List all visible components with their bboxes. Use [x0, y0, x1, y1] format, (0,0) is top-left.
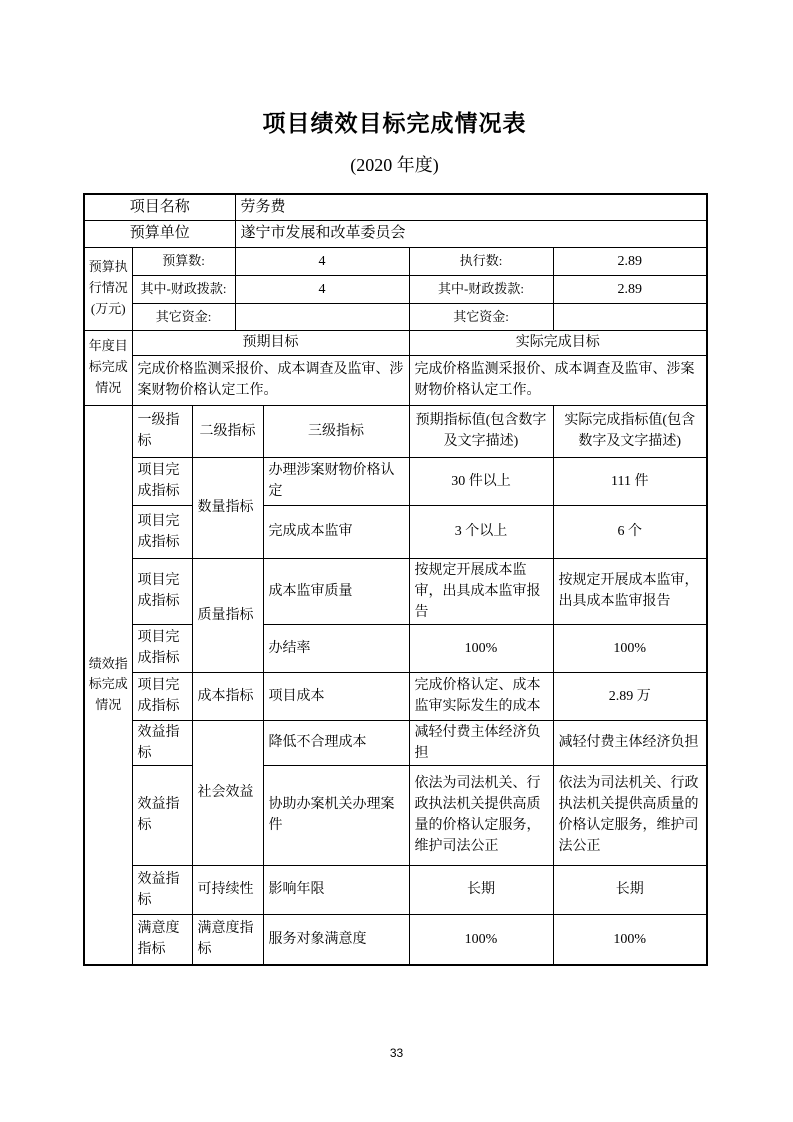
goal-section-header: 年度目标完成情况 — [84, 330, 132, 405]
indicator-level1: 项目完成指标 — [132, 457, 192, 505]
indicator-section-header: 绩效指标完成情况 — [84, 405, 132, 965]
indicator-expected: 100% — [409, 914, 553, 965]
indicator-level1: 效益指标 — [132, 720, 192, 765]
indicator-actual: 按规定开展成本监审，出具成本监审报告 — [553, 558, 707, 624]
indicator-actual: 长期 — [553, 865, 707, 914]
indicator-level1: 项目完成指标 — [132, 624, 192, 672]
indicator-col-header-expected: 预期指标值(包含数字及文字描述) — [409, 405, 553, 457]
indicator-level1: 效益指标 — [132, 865, 192, 914]
page-number: 33 — [389, 1046, 404, 1060]
indicator-level3: 项目成本 — [263, 672, 409, 720]
table-row — [84, 405, 707, 457]
goal-expected-text: 完成价格监测采报价、成本调查及监审、涉案财物价格认定工作。 — [132, 355, 409, 405]
indicator-level3: 完成成本监审 — [263, 505, 409, 558]
table-row — [84, 303, 707, 330]
indicator-level2: 数量指标 — [192, 457, 263, 558]
indicator-level3: 降低不合理成本 — [263, 720, 409, 765]
indicator-expected: 100% — [409, 624, 553, 672]
budget-unit-value: 遂宁市发展和改革委员会 — [235, 220, 707, 247]
budget-value: 2.89 — [553, 275, 707, 303]
indicator-expected: 依法为司法机关、行政执法机关提供高质量的价格认定服务，维护司法公正 — [409, 765, 553, 865]
budget-value — [235, 303, 409, 330]
indicator-level3: 影响年限 — [263, 865, 409, 914]
goal-actual-header: 实际完成目标 — [409, 330, 707, 355]
indicator-level2: 成本指标 — [192, 672, 263, 720]
budget-value: 2.89 — [553, 247, 707, 275]
table-row — [84, 330, 707, 355]
indicator-level2: 满意度指标 — [192, 914, 263, 965]
project-name-label: 项目名称 — [84, 194, 235, 220]
indicator-level1: 项目完成指标 — [132, 672, 192, 720]
indicator-actual: 6 个 — [553, 505, 707, 558]
table-row — [84, 194, 707, 220]
indicator-level3: 成本监审质量 — [263, 558, 409, 624]
indicator-row — [84, 720, 707, 765]
project-name-value: 劳务费 — [235, 194, 707, 220]
indicator-level1: 项目完成指标 — [132, 505, 192, 558]
indicator-level3: 协助办案机关办理案件 — [263, 765, 409, 865]
budget-label: 其中-财政拨款: — [132, 275, 235, 303]
budget-unit-label: 预算单位 — [84, 220, 235, 247]
indicator-expected: 30 件以上 — [409, 457, 553, 505]
indicator-row — [84, 865, 707, 914]
indicator-actual: 100% — [553, 914, 707, 965]
indicator-row — [84, 672, 707, 720]
budget-value: 4 — [235, 247, 409, 275]
budget-label: 预算数: — [132, 247, 235, 275]
indicator-col-header-level3: 三级指标 — [263, 405, 409, 457]
table-row — [84, 247, 707, 275]
budget-section-header: 预算执行情况(万元) — [84, 247, 132, 330]
budget-label: 其它资金: — [132, 303, 235, 330]
table-row — [84, 220, 707, 247]
budget-label: 其它资金: — [409, 303, 553, 330]
goal-actual-text: 完成价格监测采报价、成本调查及监审、涉案财物价格认定工作。 — [409, 355, 707, 405]
indicator-actual: 111 件 — [553, 457, 707, 505]
indicator-expected: 按规定开展成本监审，出具成本监审报告 — [409, 558, 553, 624]
indicator-col-header-level1: 一级指标 — [132, 405, 192, 457]
indicator-row — [84, 914, 707, 965]
indicator-level3: 办结率 — [263, 624, 409, 672]
indicator-col-header-level2: 二级指标 — [192, 405, 263, 457]
indicator-actual: 2.89 万 — [553, 672, 707, 720]
indicator-expected: 长期 — [409, 865, 553, 914]
budget-label: 其中-财政拨款: — [409, 275, 553, 303]
indicator-row — [84, 558, 707, 624]
budget-value: 4 — [235, 275, 409, 303]
indicator-actual: 依法为司法机关、行政执法机关提供高质量的价格认定服务，维护司法公正 — [553, 765, 707, 865]
indicator-actual: 减轻付费主体经济负担 — [553, 720, 707, 765]
table-row — [84, 355, 707, 405]
indicator-row — [84, 765, 707, 865]
indicator-col-header-actual: 实际完成指标值(包含数字及文字描述) — [553, 405, 707, 457]
indicator-actual: 100% — [553, 624, 707, 672]
page-subtitle: (2020 年度) — [350, 155, 439, 175]
indicator-level3: 服务对象满意度 — [263, 914, 409, 965]
indicator-expected: 完成价格认定、成本监审实际发生的成本 — [409, 672, 553, 720]
indicator-level3: 办理涉案财物价格认定 — [263, 457, 409, 505]
indicator-level2: 社会效益 — [192, 720, 263, 865]
indicator-level1: 项目完成指标 — [132, 558, 192, 624]
page-title: 项目绩效目标完成情况表 — [262, 111, 527, 136]
table-row — [84, 275, 707, 303]
indicator-level2: 质量指标 — [192, 558, 263, 672]
indicator-level1: 满意度指标 — [132, 914, 192, 965]
indicator-row — [84, 457, 707, 505]
indicator-expected: 3 个以上 — [409, 505, 553, 558]
indicator-expected: 减轻付费主体经济负担 — [409, 720, 553, 765]
indicator-level2: 可持续性 — [192, 865, 263, 914]
budget-value — [553, 303, 707, 330]
indicator-level1: 效益指标 — [132, 765, 192, 865]
indicator-row — [84, 624, 707, 672]
performance-table — [83, 193, 708, 966]
budget-label: 执行数: — [409, 247, 553, 275]
goal-expected-header: 预期目标 — [132, 330, 409, 355]
indicator-row — [84, 505, 707, 558]
